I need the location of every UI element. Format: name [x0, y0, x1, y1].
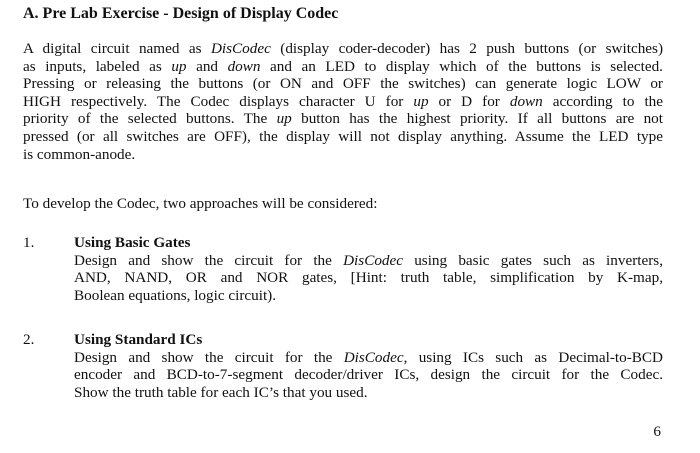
list-item-body — [74, 331, 663, 401]
list-item-line: Design and show the circuit for the DisCodec using basic gates such as inverters, — [74, 251, 663, 269]
list-item-number: 1. — [23, 234, 35, 251]
list-item-body — [74, 234, 663, 304]
paragraph-line: HIGH respectively. The Codec displays character U for up or D for down according to the — [23, 92, 663, 110]
list-item-line: Show the truth table for each IC’s that you used. — [74, 383, 368, 401]
list-item-text — [74, 349, 663, 402]
list-item-line: Design and show the circuit for the DisCodec, using ICs such as Decimal-to-BCD — [74, 348, 663, 366]
paragraph-line: Pressing or releasing the buttons (or ON and OFF the switches) can generate logic LOW or — [23, 75, 663, 93]
paragraph-line: pressed (or all switches are OFF), the display will not display anything. Assume the LED type — [23, 127, 663, 145]
paragraph-line: A digital circuit named as DisCodec (display coder-decoder) has 2 push buttons (or switches) — [23, 40, 663, 57]
description-paragraph — [23, 40, 663, 163]
list-item-title: Using Basic Gates — [74, 234, 191, 251]
list-item-line: Boolean equations, logic circuit). — [74, 286, 277, 304]
paragraph-line: as inputs, labeled as up and down and an LED to display which of the buttons is selected. — [23, 57, 663, 75]
list-item-line: encoder and BCD-to-7-segment decoder/driver ICs, design the circuit for the Codec. — [74, 366, 663, 384]
list-item-title: Using Standard ICs — [74, 331, 203, 348]
list-item-text — [74, 252, 663, 305]
approaches-intro — [23, 195, 663, 213]
list-item-number: 2. — [23, 331, 35, 348]
section-heading: A. Pre Lab Exercise - Design of Display Codec — [23, 5, 339, 22]
page-number: 6 — [653, 423, 661, 440]
paragraph-line: priority of the selected buttons. The up button has the highest priority. If all buttons are not — [23, 110, 663, 128]
paragraph-line: To develop the Codec, two approaches will be considered: — [23, 195, 378, 212]
paragraph-line: is common-anode. — [23, 145, 136, 163]
list-item-line: AND, NAND, OR and NOR gates, [Hint: truth table, simplification by K-map, — [74, 269, 663, 287]
